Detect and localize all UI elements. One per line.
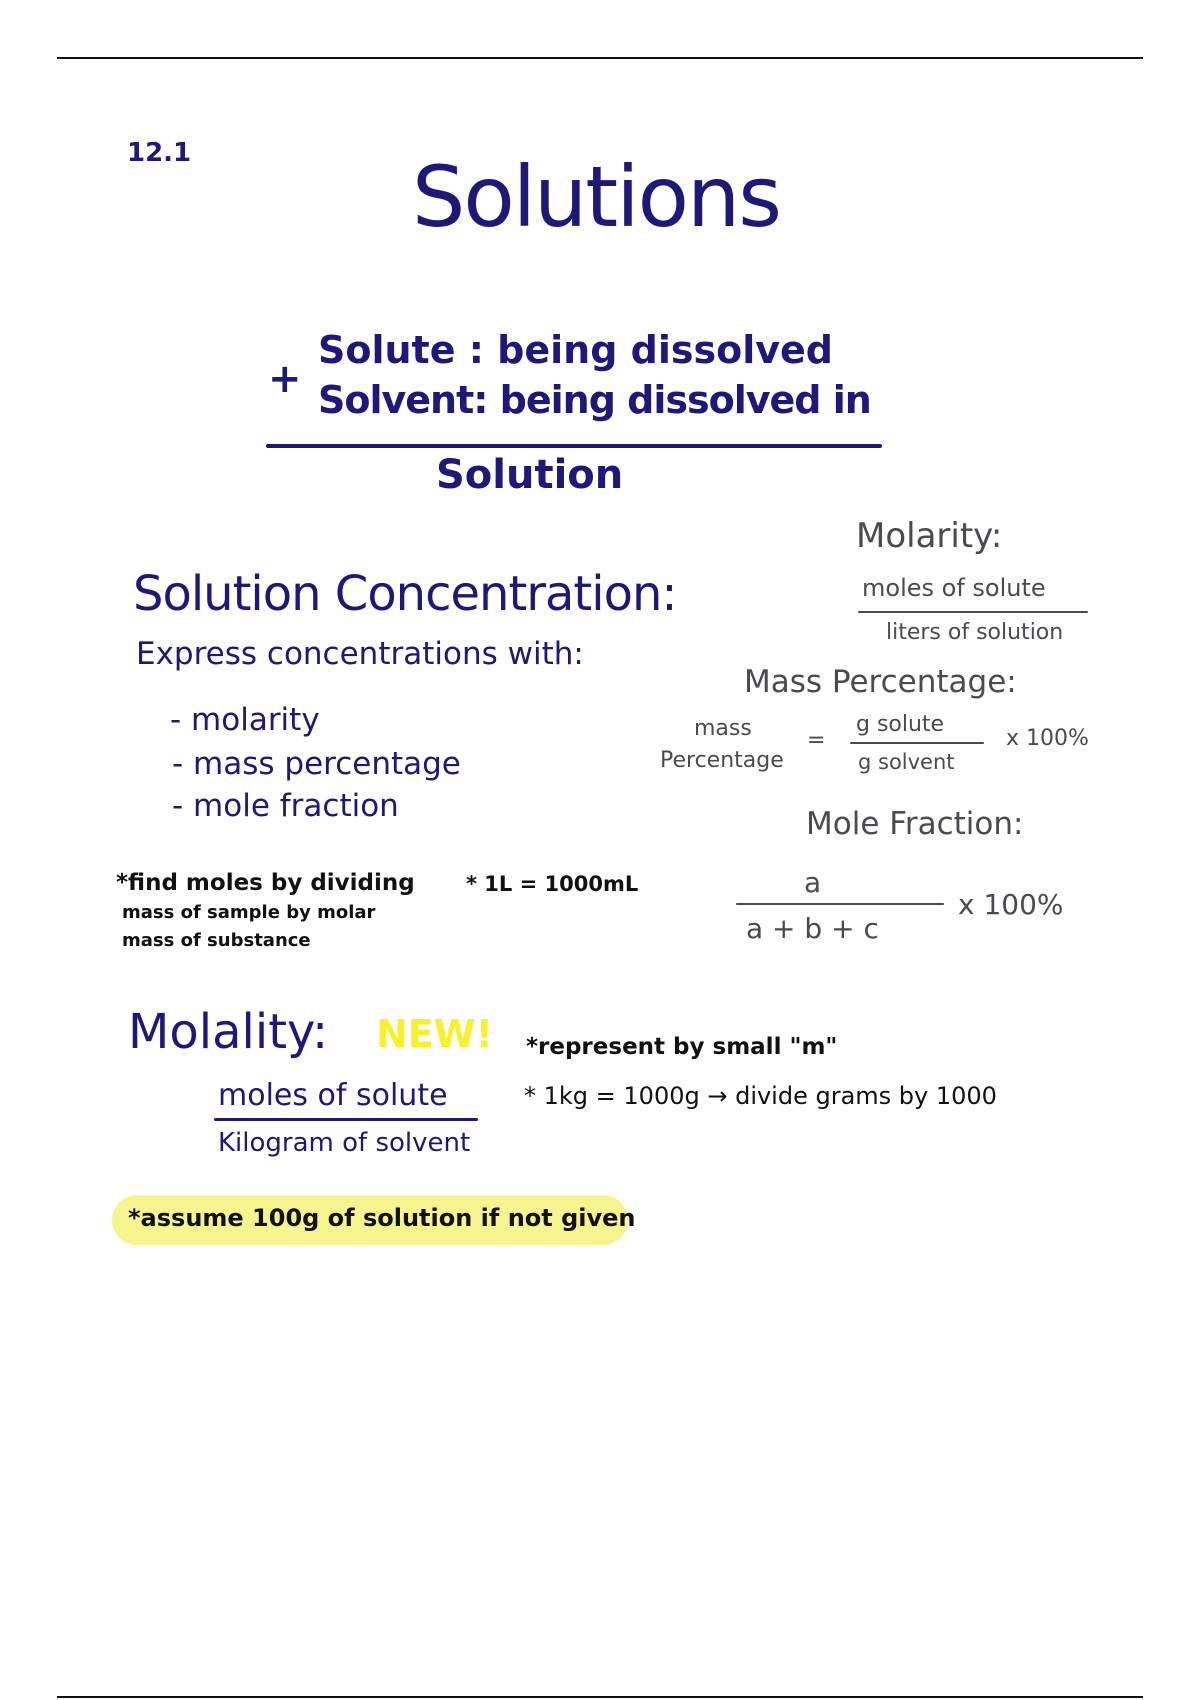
molality-fraction-bar [214,1118,478,1121]
mass-percentage-multiplier: x 100% [1006,726,1089,751]
concentration-item-mass-percentage: - mass percentage [172,746,461,782]
concentration-item-mole-fraction: - mole fraction [172,788,399,824]
mass-percentage-lhs-line2: Percentage [660,748,784,773]
mass-percentage-heading: Mass Percentage: [744,664,1017,700]
molarity-fraction-bar [858,611,1088,613]
solvent-definition: Solvent: being dissolved in [318,378,871,422]
assumption-note: *assume 100g of solution if not given [128,1204,636,1232]
liter-note: * 1L = 1000mL [466,872,639,896]
moles-note-line2: mass of sample by molar [122,902,376,923]
mass-percentage-numerator: g solute [856,712,945,737]
top-rule [57,57,1143,59]
molality-heading: Molality: [128,1004,329,1060]
molarity-denominator: liters of solution [886,620,1064,645]
plus-sign: + [268,356,302,402]
molality-note-kg: * 1kg = 1000g → divide grams by 1000 [524,1082,997,1110]
sum-line [266,444,882,448]
mass-percentage-lhs-line1: mass [694,716,752,741]
concentration-subheading: Express concentrations with: [136,636,584,672]
page-title: Solutions [412,148,780,246]
molarity-heading: Molarity: [856,516,1003,556]
moles-note-line1: *find moles by dividing [116,870,415,896]
mole-fraction-bar [736,903,944,905]
mole-fraction-denominator: a + b + c [746,912,879,945]
molality-note-m: *represent by small "m" [526,1034,838,1060]
molality-numerator: moles of solute [218,1078,448,1113]
bottom-rule [57,1696,1143,1698]
mass-percentage-fraction-bar [850,742,984,744]
concentration-heading: Solution Concentration: [133,566,677,622]
mole-fraction-multiplier: x 100% [958,888,1064,921]
molality-denominator: Kilogram of solvent [218,1128,471,1158]
moles-note-line3: mass of substance [122,930,311,951]
solute-definition: Solute : being dissolved [318,328,833,372]
solution-result: Solution [436,452,624,498]
new-badge: NEW! [376,1012,494,1056]
mole-fraction-heading: Mole Fraction: [806,806,1024,842]
mass-percentage-equals: = [807,728,826,753]
mass-percentage-denominator: g solvent [858,750,955,774]
molarity-numerator: moles of solute [862,574,1046,602]
section-number: 12.1 [127,138,192,168]
mole-fraction-numerator: a [804,866,822,899]
concentration-item-molarity: - molarity [170,702,320,738]
